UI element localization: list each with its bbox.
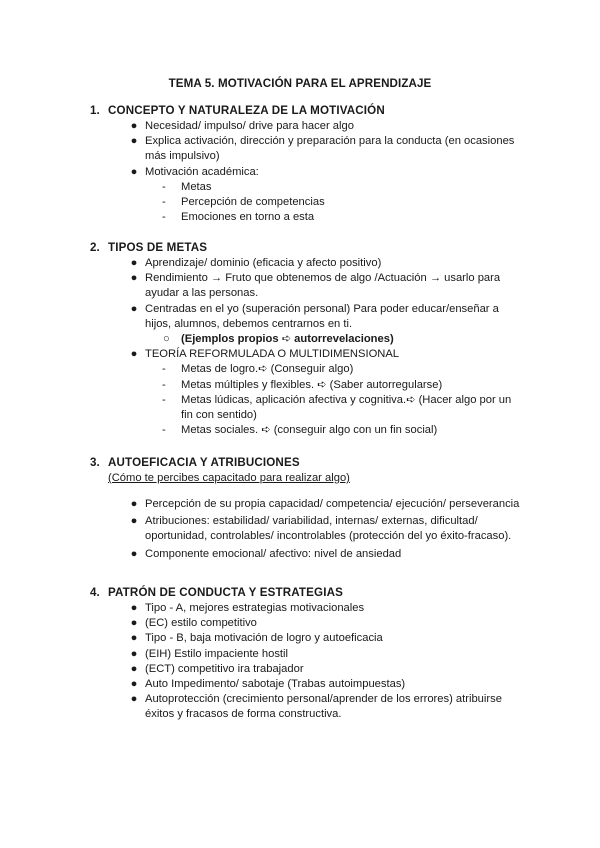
- bullet-list: [0, 256, 600, 332]
- bullet-icon: ●: [130, 602, 138, 614]
- list-item: - Metas de logro.➪ (Conseguir algo): [0, 362, 521, 377]
- list-item: - Metas: [0, 180, 521, 195]
- section-1: [0, 103, 600, 225]
- section-heading: [0, 455, 600, 471]
- section-number: 1.: [90, 104, 100, 117]
- list-item: ● Tipo - B, baja motivación de logro y autoeficacia: [0, 631, 520, 646]
- bullet-icon: ●: [130, 348, 138, 361]
- dash-list: [0, 180, 600, 226]
- list-item: ● Componente emocional/ afectivo: nivel de ansiedad: [0, 547, 520, 562]
- bullet-list: [0, 347, 600, 362]
- bullet-icon: ●: [130, 135, 138, 148]
- list-item: ● Tipo - A, mejores estrategias motivacionales: [0, 601, 520, 616]
- section-title: TIPOS DE METAS: [108, 241, 208, 254]
- dash-icon: -: [162, 196, 166, 209]
- list-item: ● Explica activación, dirección y preparación para la conducta (en ocasiones más impulsivo): [130, 135, 515, 163]
- section-4: [0, 585, 600, 723]
- list-item: - Metas múltiples y flexibles. ➪ (Saber autorregularse): [0, 378, 521, 393]
- bullet-icon: ●: [130, 120, 138, 132]
- list-item: - Metas sociales. ➪ (conseguir algo con un fin social): [0, 423, 521, 438]
- bullet-icon: ●: [130, 662, 138, 675]
- bullet-icon: ●: [130, 617, 138, 630]
- circle-list: [0, 332, 600, 347]
- bullet-icon: ●: [130, 302, 138, 315]
- section-number: 3.: [90, 456, 100, 469]
- list-item: ● (EC) estilo competitivo: [0, 616, 520, 631]
- dash-icon: -: [162, 424, 166, 437]
- list-item: ● Aprendizaje/ dominio (eficacia y afecto positivo): [0, 256, 520, 271]
- list-item: ● TEORÍA REFORMULADA O MULTIDIMENSIONAL: [0, 347, 520, 362]
- section-number: 4.: [90, 586, 100, 599]
- bullet-icon: ●: [130, 647, 138, 660]
- bullet-icon: ●: [130, 678, 138, 691]
- section-title: PATRÓN DE CONDUCTA Y ESTRATEGIAS: [108, 586, 343, 599]
- section-3: [0, 455, 600, 562]
- dash-icon: -: [162, 211, 166, 224]
- list-item: ● Motivación académica:: [0, 165, 520, 180]
- dash-icon: -: [162, 363, 166, 376]
- dash-list: [0, 362, 600, 438]
- dash-icon: -: [162, 378, 166, 391]
- circle-bullet-icon: ○: [163, 333, 170, 346]
- bullet-list: [0, 601, 600, 723]
- section-heading: [0, 240, 600, 256]
- section-title: AUTOEFICACIA Y ATRIBUCIONES: [108, 456, 300, 469]
- bullet-list: [0, 497, 600, 562]
- list-item: - Percepción de competencias: [0, 195, 521, 210]
- list-item: ○ (Ejemplos propios ➪ autorrevelaciones): [0, 332, 521, 347]
- bullet-icon: ●: [130, 165, 138, 178]
- bullet-icon: ●: [130, 257, 138, 269]
- section-heading: [0, 585, 600, 601]
- bullet-icon: ●: [130, 547, 138, 560]
- dash-icon: -: [162, 180, 166, 193]
- list-item: ● (ECT) competitivo ira trabajador: [0, 662, 520, 677]
- dash-icon: -: [162, 393, 166, 406]
- list-item: ● Necesidad/ impulso/ drive para hacer algo: [0, 119, 520, 134]
- list-item: ● Centradas en el yo (superación personal) Para poder educar/enseñar a hijos, alumnos, debemos centrarnos en ti.: [130, 302, 499, 330]
- document-title: TEMA 5. MOTIVACIÓN PARA EL APRENDIZAJE: [168, 77, 432, 90]
- list-item: ● Auto Impedimento/ sabotaje (Trabas autoimpuestas): [0, 677, 520, 692]
- list-item: ● Percepción de su propia capacidad/ competencia/ ejecución/ perseverancia: [0, 497, 520, 512]
- list-item: - Metas lúdicas, aplicación afectiva y cognitiva.➪ (Hacer algo por un fin con sentido): [162, 393, 512, 422]
- section-heading: [0, 103, 600, 119]
- bullet-icon: ●: [130, 272, 138, 285]
- list-item: ● Rendimiento → Fruto que obtenemos de algo /Actuación → usarlo para ayudar a las personas.: [130, 272, 501, 300]
- list-item: ● Atribuciones: estabilidad/ variabilidad, internas/ externas, dificultad/ oportunidad, controlables/ incontrolables (protección del yo éxito-fracaso).: [130, 515, 512, 543]
- bullet-icon: ●: [130, 498, 138, 510]
- list-item: ● Autoprotección (crecimiento personal/aprender de los errores) atribuirse éxitos y fracasos de forma constructiva.: [130, 693, 502, 721]
- bullet-icon: ●: [130, 693, 138, 706]
- section-number: 2.: [90, 241, 100, 254]
- section-subtitle: (Cómo te percibes capacitado para realizar algo): [108, 472, 350, 484]
- bullet-icon: ●: [130, 515, 138, 528]
- section-title: CONCEPTO Y NATURALEZA DE LA MOTIVACIÓN: [108, 104, 385, 117]
- bullet-icon: ●: [130, 632, 138, 645]
- section-2: [0, 240, 600, 438]
- list-item: ● (EIH) Estilo impaciente hostil: [0, 647, 520, 662]
- list-item: - Emociones en torno a esta: [0, 210, 521, 225]
- bullet-list: [0, 119, 600, 180]
